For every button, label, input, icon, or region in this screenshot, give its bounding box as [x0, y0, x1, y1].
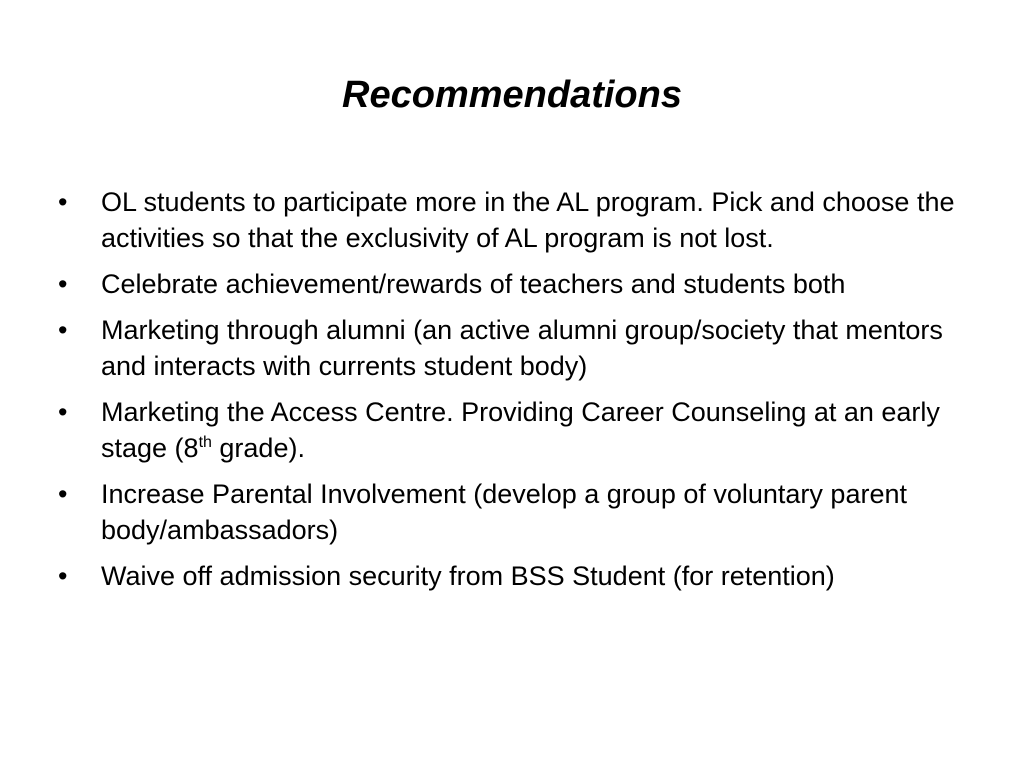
bullet-text: Waive off admission security from BSS Student (for retention)	[101, 561, 835, 591]
bullet-text: Increase Parental Involvement (develop a group of voluntary parent body/ambassadors)	[101, 479, 907, 545]
ordinal-superscript: th	[198, 434, 212, 451]
bullet-text: Celebrate achievement/rewards of teachers and students both	[101, 269, 846, 299]
bullet-text: OL students to participate more in the AL program. Pick and choose the activities so that the exclusivity of AL program is not lost.	[101, 187, 955, 253]
bullet-icon: •	[58, 187, 68, 217]
slide-title: Recommendations	[342, 74, 682, 116]
list-item	[58, 476, 958, 548]
list-item	[58, 312, 958, 384]
list-item	[58, 558, 958, 594]
bullet-icon: •	[58, 315, 68, 345]
bullet-text-part: Marketing the Access Centre. Providing Career Counseling at an early stage (8	[101, 397, 940, 463]
bullet-text	[101, 397, 940, 463]
bullet-icon: •	[58, 269, 68, 299]
bullet-icon: •	[58, 397, 68, 427]
bullet-list	[58, 184, 958, 604]
bullet-icon: •	[58, 561, 68, 591]
bullet-icon: •	[58, 479, 68, 509]
bullet-text: Marketing through alumni (an active alumni group/society that mentors and interacts with currents student body)	[101, 315, 943, 381]
list-item	[58, 184, 958, 256]
bullet-text-part: grade).	[211, 433, 305, 463]
list-item	[58, 266, 958, 302]
list-item	[58, 394, 958, 466]
